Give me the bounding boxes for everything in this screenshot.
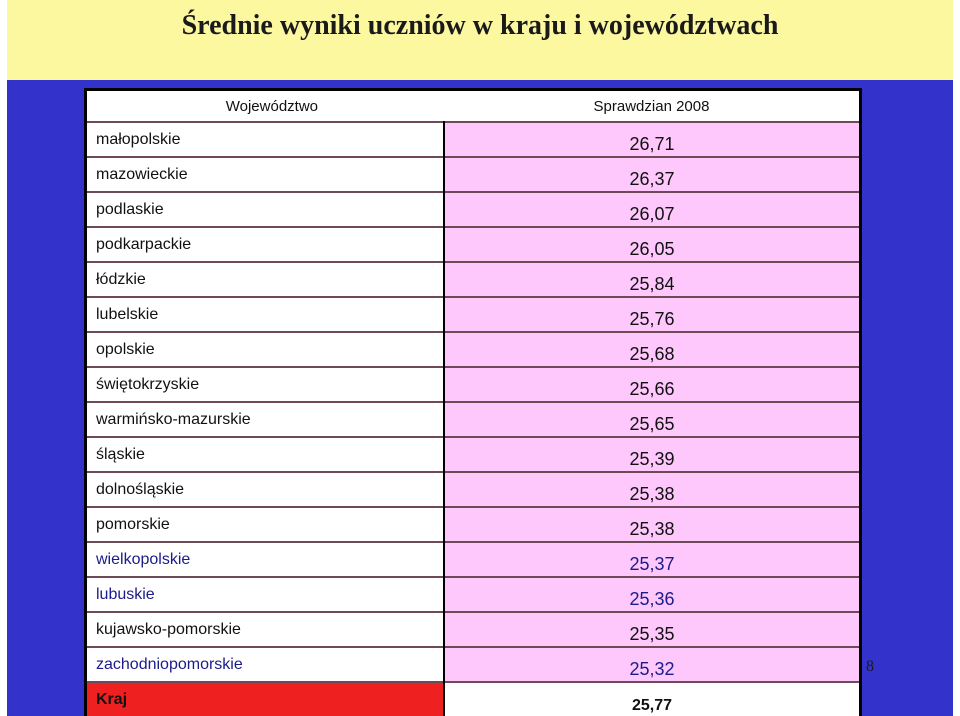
table-row <box>86 472 861 507</box>
region-name: podkarpackie <box>86 227 445 262</box>
summary-row <box>86 682 861 716</box>
table-row <box>86 577 861 612</box>
region-name: śląskie <box>86 437 445 472</box>
table-header-row <box>86 90 861 123</box>
header-region: Województwo <box>86 90 445 123</box>
summary-name: Kraj <box>86 682 445 716</box>
score-value: 25,39 <box>444 437 861 472</box>
score-value: 26,71 <box>444 122 861 157</box>
region-name: zachodniopomorskie <box>86 647 445 682</box>
region-name: lubuskie <box>86 577 445 612</box>
score-value: 25,38 <box>444 507 861 542</box>
region-name: podlaskie <box>86 192 445 227</box>
table-row <box>86 647 861 682</box>
region-name: warmińsko-mazurskie <box>86 402 445 437</box>
score-value: 26,05 <box>444 227 861 262</box>
table-row <box>86 402 861 437</box>
region-name: łódzkie <box>86 262 445 297</box>
page-number: 8 <box>866 658 874 675</box>
slide-title: Średnie wyniki uczniów w kraju i województwach <box>181 10 779 41</box>
table-row <box>86 367 861 402</box>
score-value: 25,38 <box>444 472 861 507</box>
table-row <box>86 262 861 297</box>
table-row <box>86 542 861 577</box>
table-row <box>86 122 861 157</box>
score-value: 26,07 <box>444 192 861 227</box>
region-name: mazowieckie <box>86 157 445 192</box>
region-name: pomorskie <box>86 507 445 542</box>
table-row <box>86 507 861 542</box>
region-name: wielkopolskie <box>86 542 445 577</box>
score-value: 25,66 <box>444 367 861 402</box>
score-value: 25,84 <box>444 262 861 297</box>
score-value: 26,37 <box>444 157 861 192</box>
score-value: 25,36 <box>444 577 861 612</box>
table-row <box>86 437 861 472</box>
table-row <box>86 192 861 227</box>
score-value: 25,76 <box>444 297 861 332</box>
table-row <box>86 157 861 192</box>
score-value: 25,32 <box>444 647 861 682</box>
region-name: dolnośląskie <box>86 472 445 507</box>
table-row <box>86 297 861 332</box>
results-table <box>84 88 862 716</box>
score-value: 25,68 <box>444 332 861 367</box>
title-band <box>7 0 953 80</box>
region-name: opolskie <box>86 332 445 367</box>
region-name: lubelskie <box>86 297 445 332</box>
score-value: 25,65 <box>444 402 861 437</box>
score-value: 25,37 <box>444 542 861 577</box>
region-name: małopolskie <box>86 122 445 157</box>
header-score: Sprawdzian 2008 <box>444 90 861 123</box>
table-row <box>86 612 861 647</box>
table-row <box>86 332 861 367</box>
region-name: świętokrzyskie <box>86 367 445 402</box>
score-value: 25,35 <box>444 612 861 647</box>
table-row <box>86 227 861 262</box>
region-name: kujawsko-pomorskie <box>86 612 445 647</box>
summary-value: 25,77 <box>444 682 861 716</box>
